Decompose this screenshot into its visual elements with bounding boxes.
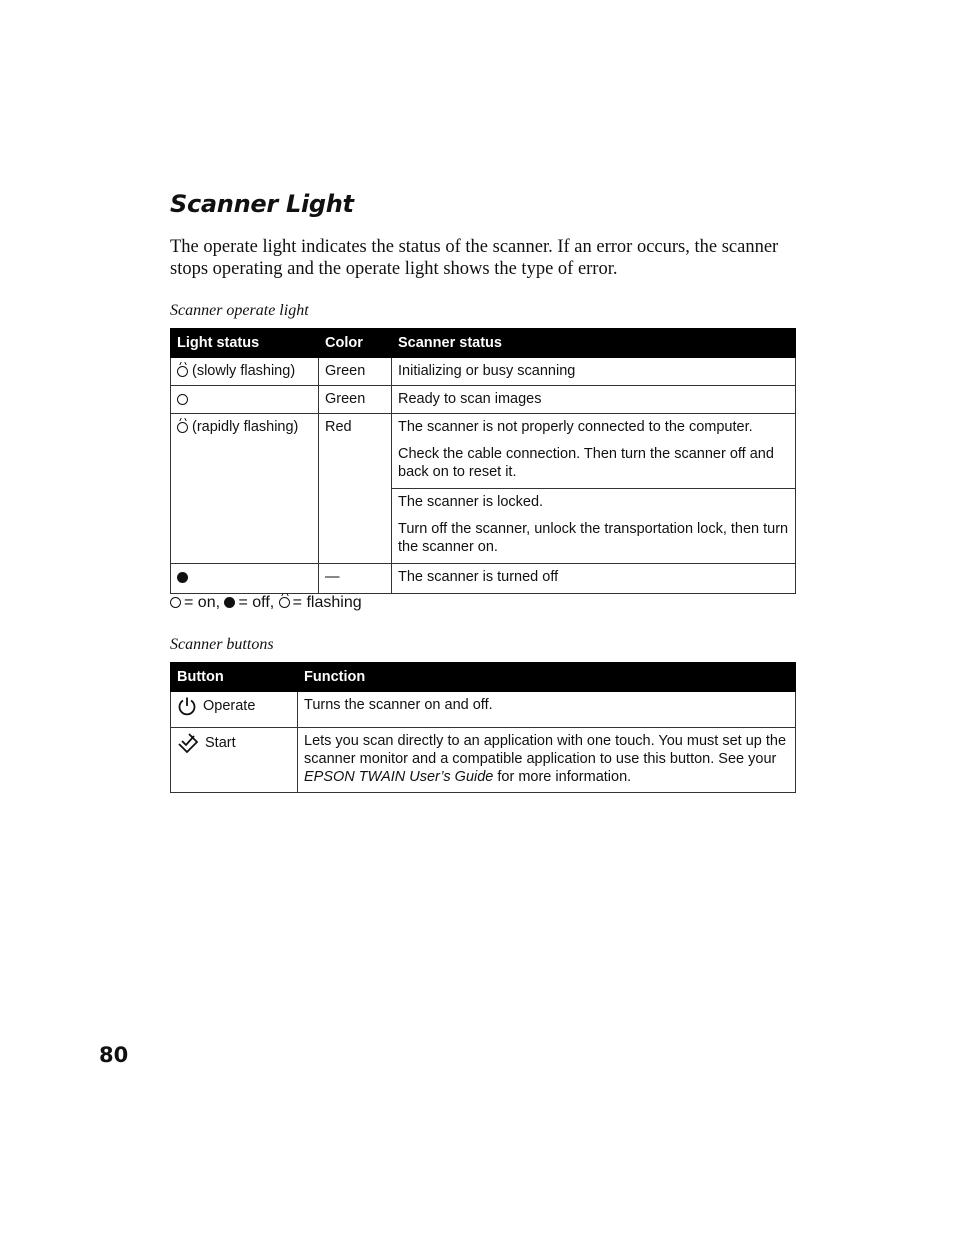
color-cell: Green	[319, 358, 392, 386]
light-cell	[171, 564, 319, 594]
table-row	[171, 414, 796, 489]
legend-on: = on,	[184, 594, 221, 611]
start-icon	[177, 732, 199, 754]
table-row	[171, 564, 796, 594]
legend-flashing: = flashing	[292, 594, 362, 611]
button-cell	[171, 692, 298, 728]
table-row	[171, 386, 796, 414]
header-color: Color	[319, 329, 392, 358]
scanner-buttons-table	[170, 662, 796, 793]
color-cell: Red	[319, 414, 392, 564]
button-label: Start	[205, 734, 236, 751]
function-cell: Turns the scanner on and off.	[298, 692, 796, 728]
table-header-row	[171, 329, 796, 358]
scanner-light-table	[170, 328, 796, 594]
header-button: Button	[171, 663, 298, 692]
color-cell: Green	[319, 386, 392, 414]
status-cell	[392, 414, 796, 489]
section-title: Scanner Light	[170, 190, 354, 218]
buttons-table-caption: Scanner buttons	[170, 636, 274, 653]
status-text: Ready to scan images	[398, 391, 542, 407]
light-off-icon	[177, 572, 188, 583]
table-row	[171, 692, 796, 728]
light-legend	[170, 594, 362, 612]
flashing-light-icon	[177, 422, 188, 433]
flashing-light-icon	[279, 597, 290, 608]
light-cell	[171, 414, 319, 564]
light-table-caption: Scanner operate light	[170, 302, 309, 319]
guide-title: EPSON TWAIN User’s Guide	[304, 769, 494, 785]
light-label: (rapidly flashing)	[192, 419, 299, 435]
button-cell	[171, 728, 298, 793]
status-text: The scanner is not properly connected to the computer.	[398, 419, 753, 435]
light-off-icon	[224, 597, 235, 608]
status-text: Check the cable connection. Then turn the scanner off and back on to reset it.	[398, 446, 774, 480]
power-icon	[177, 696, 197, 716]
status-text: Turn off the scanner, unlock the transportation lock, then turn the scanner on.	[398, 521, 789, 555]
light-cell	[171, 386, 319, 414]
header-light-status: Light status	[171, 329, 319, 358]
button-label: Operate	[203, 697, 256, 714]
table-row	[171, 358, 796, 386]
header-scanner-status: Scanner status	[392, 329, 796, 358]
status-text: Initializing or busy scanning	[398, 363, 576, 379]
status-text: The scanner is turned off	[398, 569, 559, 585]
table-row	[171, 728, 796, 793]
light-cell	[171, 358, 319, 386]
light-on-icon	[170, 597, 181, 608]
status-text: The scanner is locked.	[398, 494, 544, 510]
page-number: 80	[99, 1043, 129, 1067]
status-cell	[392, 386, 796, 414]
status-cell	[392, 489, 796, 564]
status-cell	[392, 358, 796, 386]
function-text: for more information.	[493, 769, 632, 785]
light-on-icon	[177, 394, 188, 405]
intro-paragraph: The operate light indicates the status of the scanner. If an error occurs, the scanner stops operating and the operate light shows the type of error.	[170, 237, 779, 279]
color-cell: —	[319, 564, 392, 594]
flashing-light-icon	[177, 366, 188, 377]
function-cell	[298, 728, 796, 793]
table-header-row	[171, 663, 796, 692]
legend-off: = off,	[238, 594, 275, 611]
header-function: Function	[298, 663, 796, 692]
status-cell	[392, 564, 796, 594]
light-label: (slowly flashing)	[192, 363, 296, 379]
function-text: Lets you scan directly to an application with one touch. You must set up the scanner monitor and a compatible application to use this button. See your	[304, 733, 787, 767]
